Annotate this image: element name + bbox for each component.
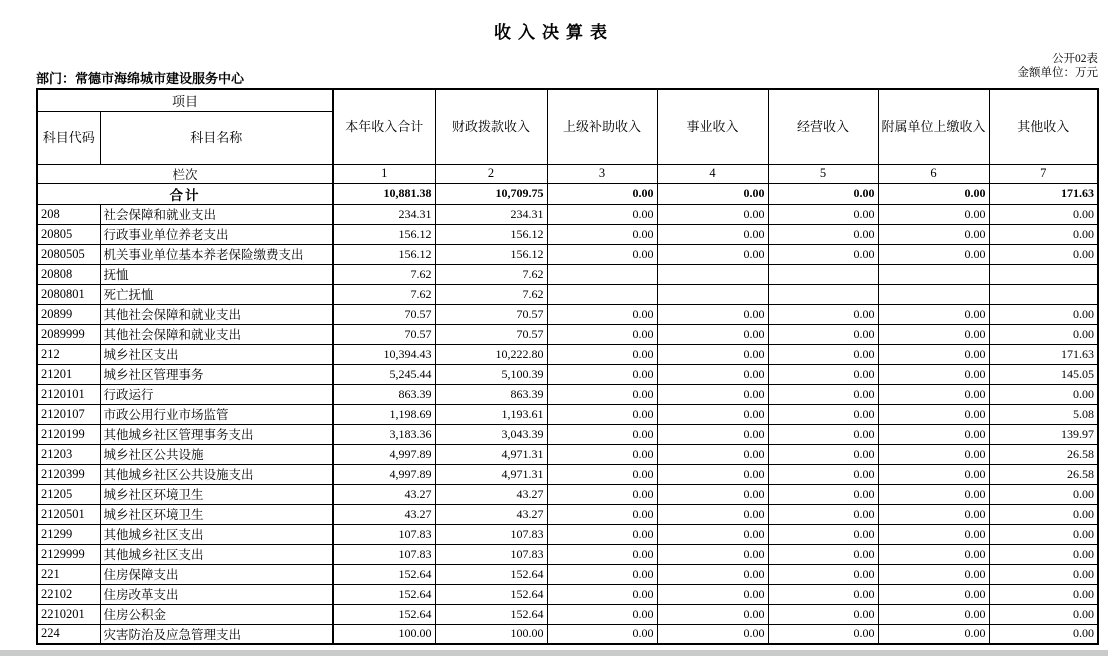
value-cell: 0.00 (878, 624, 989, 644)
table-row (37, 564, 1098, 584)
value-cell (878, 264, 989, 284)
table-row (37, 464, 1098, 484)
subject-name-cell: 住房公积金 (100, 604, 333, 624)
column-header-subordinate-remittance: 附属单位上缴收入 (878, 89, 989, 164)
value-cell: 863.39 (333, 384, 435, 404)
value-cell: 4,971.31 (435, 464, 547, 484)
page-bottom-edge (0, 650, 1108, 656)
value-cell: 0.00 (547, 624, 657, 644)
value-cell: 0.00 (768, 404, 878, 424)
value-cell: 0.00 (547, 604, 657, 624)
total-row-label: 合计 (37, 183, 333, 204)
table-row (37, 324, 1098, 344)
value-cell: 7.62 (333, 284, 435, 304)
value-cell: 0.00 (657, 524, 768, 544)
table-row (37, 424, 1098, 444)
value-cell: 0.00 (547, 464, 657, 484)
value-cell: 70.57 (435, 324, 547, 344)
subject-code-cell: 21205 (37, 484, 100, 504)
value-cell: 152.64 (435, 564, 547, 584)
value-cell: 0.00 (547, 584, 657, 604)
value-cell: 152.64 (435, 584, 547, 604)
value-cell: 0.00 (657, 544, 768, 564)
subject-name-cell: 市政公用行业市场监管 (100, 404, 333, 424)
column-header-operating-income: 经营收入 (768, 89, 878, 164)
value-cell: 0.00 (768, 544, 878, 564)
value-cell: 0.00 (878, 384, 989, 404)
value-cell: 234.31 (333, 204, 435, 224)
total-value-cell: 10,881.38 (333, 183, 435, 204)
subject-code-cell: 208 (37, 204, 100, 224)
value-cell: 156.12 (333, 224, 435, 244)
column-header-other-income: 其他收入 (989, 89, 1098, 164)
value-cell: 0.00 (989, 504, 1098, 524)
value-cell: 0.00 (768, 604, 878, 624)
value-cell (768, 284, 878, 304)
value-cell: 5.08 (989, 404, 1098, 424)
value-cell: 3,043.39 (435, 424, 547, 444)
table-row (37, 364, 1098, 384)
value-cell: 0.00 (768, 444, 878, 464)
value-cell: 0.00 (547, 324, 657, 344)
value-cell: 0.00 (768, 424, 878, 444)
value-cell: 0.00 (768, 624, 878, 644)
subject-name-cell: 灾害防治及应急管理支出 (100, 624, 333, 644)
subject-name-cell: 住房保障支出 (100, 564, 333, 584)
total-value-cell: 0.00 (768, 183, 878, 204)
table-row (37, 444, 1098, 464)
subject-name-cell: 其他社会保障和就业支出 (100, 324, 333, 344)
value-cell: 234.31 (435, 204, 547, 224)
value-cell: 0.00 (768, 364, 878, 384)
value-cell (878, 284, 989, 304)
subject-code-cell: 212 (37, 344, 100, 364)
subject-name-cell: 其他城乡社区公共设施支出 (100, 464, 333, 484)
value-cell: 0.00 (989, 524, 1098, 544)
subject-code-cell: 21299 (37, 524, 100, 544)
value-cell: 0.00 (878, 544, 989, 564)
value-cell: 43.27 (435, 484, 547, 504)
value-cell: 0.00 (989, 324, 1098, 344)
column-header-business-income: 事业收入 (657, 89, 768, 164)
value-cell: 0.00 (878, 524, 989, 544)
unit-label: 金额单位：万元 (1017, 66, 1098, 79)
subject-name-cell: 行政事业单位养老支出 (100, 224, 333, 244)
value-cell: 107.83 (435, 524, 547, 544)
value-cell: 0.00 (547, 204, 657, 224)
value-cell: 0.00 (547, 304, 657, 324)
table-row (37, 484, 1098, 504)
table-row (37, 544, 1098, 564)
subject-code-header: 科目代码 (37, 111, 100, 164)
value-cell: 0.00 (989, 304, 1098, 324)
value-cell: 0.00 (878, 244, 989, 264)
value-cell: 1,193.61 (435, 404, 547, 424)
value-cell: 152.64 (435, 604, 547, 624)
value-cell: 0.00 (989, 204, 1098, 224)
subject-code-cell: 2089999 (37, 324, 100, 344)
value-cell: 0.00 (768, 484, 878, 504)
subject-code-cell: 22102 (37, 584, 100, 604)
value-cell: 139.97 (989, 424, 1098, 444)
subject-name-cell: 城乡社区支出 (100, 344, 333, 364)
column-header-total-income: 本年收入合计 (333, 89, 435, 164)
value-cell: 152.64 (333, 584, 435, 604)
value-cell: 863.39 (435, 384, 547, 404)
value-cell: 0.00 (768, 244, 878, 264)
value-cell: 0.00 (989, 544, 1098, 564)
value-cell: 3,183.36 (333, 424, 435, 444)
subject-code-cell: 21203 (37, 444, 100, 464)
value-cell: 100.00 (333, 624, 435, 644)
value-cell: 10,222.80 (435, 344, 547, 364)
header-row-project (37, 89, 1098, 111)
value-cell: 0.00 (768, 504, 878, 524)
value-cell: 100.00 (435, 624, 547, 644)
subject-code-cell: 20899 (37, 304, 100, 324)
value-cell: 0.00 (547, 484, 657, 504)
value-cell: 0.00 (547, 504, 657, 524)
value-cell: 0.00 (989, 604, 1098, 624)
value-cell: 0.00 (657, 324, 768, 344)
total-value-cell: 0.00 (878, 183, 989, 204)
column-index: 7 (989, 164, 1098, 183)
value-cell (547, 264, 657, 284)
column-header-superior-subsidy: 上级补助收入 (547, 89, 657, 164)
subject-code-cell: 221 (37, 564, 100, 584)
subject-name-header: 科目名称 (100, 111, 333, 164)
value-cell: 145.05 (989, 364, 1098, 384)
subject-name-cell: 行政运行 (100, 384, 333, 404)
subject-name-cell: 死亡抚恤 (100, 284, 333, 304)
column-index: 4 (657, 164, 768, 183)
table-row (37, 204, 1098, 224)
table-row (37, 304, 1098, 324)
total-value-cell: 0.00 (547, 183, 657, 204)
value-cell: 0.00 (657, 584, 768, 604)
value-cell: 0.00 (657, 424, 768, 444)
project-group-header: 项目 (37, 89, 333, 111)
subject-code-cell: 2120199 (37, 424, 100, 444)
value-cell: 4,997.89 (333, 464, 435, 484)
value-cell: 43.27 (435, 504, 547, 524)
value-cell: 152.64 (333, 604, 435, 624)
value-cell: 5,245.44 (333, 364, 435, 384)
value-cell: 70.57 (333, 304, 435, 324)
value-cell: 0.00 (878, 304, 989, 324)
value-cell: 0.00 (547, 444, 657, 464)
table-row (37, 344, 1098, 364)
value-cell: 26.58 (989, 444, 1098, 464)
row-index-label: 栏次 (37, 164, 333, 183)
value-cell: 0.00 (657, 344, 768, 364)
subject-name-cell: 城乡社区管理事务 (100, 364, 333, 384)
table-row (37, 264, 1098, 284)
value-cell: 5,100.39 (435, 364, 547, 384)
value-cell: 0.00 (657, 404, 768, 424)
value-cell: 0.00 (878, 344, 989, 364)
value-cell: 0.00 (657, 224, 768, 244)
value-cell: 10,394.43 (333, 344, 435, 364)
report-table-body (37, 204, 1098, 644)
value-cell: 0.00 (547, 424, 657, 444)
subject-code-cell: 2120501 (37, 504, 100, 524)
column-index: 5 (768, 164, 878, 183)
value-cell: 7.62 (435, 264, 547, 284)
value-cell: 0.00 (547, 384, 657, 404)
value-cell: 0.00 (989, 584, 1098, 604)
page-title: 收入决算表 (494, 23, 614, 42)
value-cell: 156.12 (333, 244, 435, 264)
value-cell: 0.00 (768, 204, 878, 224)
value-cell: 171.63 (989, 344, 1098, 364)
value-cell: 0.00 (989, 484, 1098, 504)
subject-name-cell: 抚恤 (100, 264, 333, 284)
value-cell: 0.00 (989, 624, 1098, 644)
value-cell: 1,198.69 (333, 404, 435, 424)
subject-name-cell: 其他城乡社区支出 (100, 544, 333, 564)
value-cell: 0.00 (989, 384, 1098, 404)
value-cell: 0.00 (989, 244, 1098, 264)
value-cell: 156.12 (435, 244, 547, 264)
value-cell (657, 264, 768, 284)
table-row (37, 504, 1098, 524)
value-cell: 0.00 (657, 604, 768, 624)
subject-code-cell: 2210201 (37, 604, 100, 624)
value-cell: 0.00 (547, 524, 657, 544)
subject-code-cell: 21201 (37, 364, 100, 384)
value-cell: 0.00 (768, 344, 878, 364)
value-cell: 0.00 (657, 304, 768, 324)
value-cell (657, 284, 768, 304)
table-row (37, 624, 1098, 644)
value-cell: 0.00 (768, 464, 878, 484)
table-row (37, 224, 1098, 244)
subject-code-cell: 2120101 (37, 384, 100, 404)
value-cell: 0.00 (657, 564, 768, 584)
value-cell: 0.00 (878, 224, 989, 244)
column-index: 2 (435, 164, 547, 183)
value-cell: 107.83 (333, 544, 435, 564)
subject-name-cell: 社会保障和就业支出 (100, 204, 333, 224)
value-cell: 70.57 (333, 324, 435, 344)
value-cell: 43.27 (333, 484, 435, 504)
table-row (37, 524, 1098, 544)
table-row (37, 604, 1098, 624)
value-cell: 107.83 (435, 544, 547, 564)
value-cell: 0.00 (768, 384, 878, 404)
value-cell: 4,971.31 (435, 444, 547, 464)
value-cell: 0.00 (547, 224, 657, 244)
value-cell: 152.64 (333, 564, 435, 584)
value-cell: 107.83 (333, 524, 435, 544)
value-cell: 0.00 (547, 244, 657, 264)
value-cell: 0.00 (657, 504, 768, 524)
value-cell: 0.00 (878, 424, 989, 444)
value-cell: 156.12 (435, 224, 547, 244)
table-row (37, 244, 1098, 264)
table-row (37, 284, 1098, 304)
subject-code-cell: 20805 (37, 224, 100, 244)
value-cell: 26.58 (989, 464, 1098, 484)
value-cell: 0.00 (657, 444, 768, 464)
value-cell: 0.00 (878, 444, 989, 464)
total-row (37, 183, 1098, 204)
value-cell: 0.00 (878, 464, 989, 484)
subject-name-cell: 其他社会保障和就业支出 (100, 304, 333, 324)
value-cell: 7.62 (333, 264, 435, 284)
value-cell: 0.00 (657, 204, 768, 224)
value-cell: 0.00 (768, 304, 878, 324)
value-cell: 70.57 (435, 304, 547, 324)
value-cell: 0.00 (657, 624, 768, 644)
value-cell: 0.00 (768, 224, 878, 244)
value-cell: 0.00 (878, 324, 989, 344)
value-cell: 0.00 (878, 404, 989, 424)
column-index-row (37, 164, 1098, 183)
total-value-cell: 171.63 (989, 183, 1098, 204)
value-cell (989, 284, 1098, 304)
column-index: 1 (333, 164, 435, 183)
value-cell: 0.00 (878, 564, 989, 584)
table-row (37, 384, 1098, 404)
subject-name-cell: 城乡社区公共设施 (100, 444, 333, 464)
value-cell: 4,997.89 (333, 444, 435, 464)
column-header-fiscal-appropriation: 财政拨款收入 (435, 89, 547, 164)
subject-code-cell: 2120107 (37, 404, 100, 424)
value-cell: 0.00 (547, 404, 657, 424)
subject-code-cell: 2129999 (37, 544, 100, 564)
value-cell (547, 284, 657, 304)
income-final-accounts-table (36, 88, 1099, 645)
value-cell: 0.00 (547, 364, 657, 384)
value-cell: 0.00 (878, 204, 989, 224)
subject-code-cell: 2080801 (37, 284, 100, 304)
subject-name-cell: 城乡社区环境卫生 (100, 504, 333, 524)
subject-code-cell: 2080505 (37, 244, 100, 264)
value-cell: 0.00 (547, 564, 657, 584)
table-row (37, 404, 1098, 424)
value-cell: 0.00 (878, 364, 989, 384)
subject-name-cell: 其他城乡社区管理事务支出 (100, 424, 333, 444)
value-cell: 0.00 (878, 484, 989, 504)
subject-name-cell: 城乡社区环境卫生 (100, 484, 333, 504)
value-cell: 0.00 (547, 344, 657, 364)
value-cell (768, 264, 878, 284)
value-cell: 0.00 (547, 544, 657, 564)
total-value-cell: 10,709.75 (435, 183, 547, 204)
value-cell: 7.62 (435, 284, 547, 304)
value-cell: 0.00 (657, 364, 768, 384)
table-row (37, 584, 1098, 604)
column-index: 6 (878, 164, 989, 183)
subject-name-cell: 其他城乡社区支出 (100, 524, 333, 544)
value-cell: 0.00 (989, 224, 1098, 244)
subject-name-cell: 机关事业单位基本养老保险缴费支出 (100, 244, 333, 264)
value-cell: 0.00 (657, 384, 768, 404)
value-cell: 0.00 (768, 524, 878, 544)
total-value-cell: 0.00 (657, 183, 768, 204)
value-cell: 0.00 (878, 584, 989, 604)
value-cell: 43.27 (333, 504, 435, 524)
value-cell: 0.00 (657, 464, 768, 484)
value-cell: 0.00 (768, 564, 878, 584)
subject-code-cell: 20808 (37, 264, 100, 284)
value-cell: 0.00 (657, 484, 768, 504)
value-cell: 0.00 (878, 604, 989, 624)
subject-code-cell: 224 (37, 624, 100, 644)
value-cell (989, 264, 1098, 284)
subject-code-cell: 2120399 (37, 464, 100, 484)
column-index: 3 (547, 164, 657, 183)
department-label: 部门：常德市海绵城市建设服务中心 (36, 71, 245, 86)
value-cell: 0.00 (768, 324, 878, 344)
value-cell: 0.00 (657, 244, 768, 264)
report-meta (1018, 53, 1099, 80)
sheet-label: 公开02表 (1052, 53, 1098, 65)
value-cell: 0.00 (989, 564, 1098, 584)
subject-name-cell: 住房改革支出 (100, 584, 333, 604)
value-cell: 0.00 (768, 584, 878, 604)
value-cell: 0.00 (878, 504, 989, 524)
